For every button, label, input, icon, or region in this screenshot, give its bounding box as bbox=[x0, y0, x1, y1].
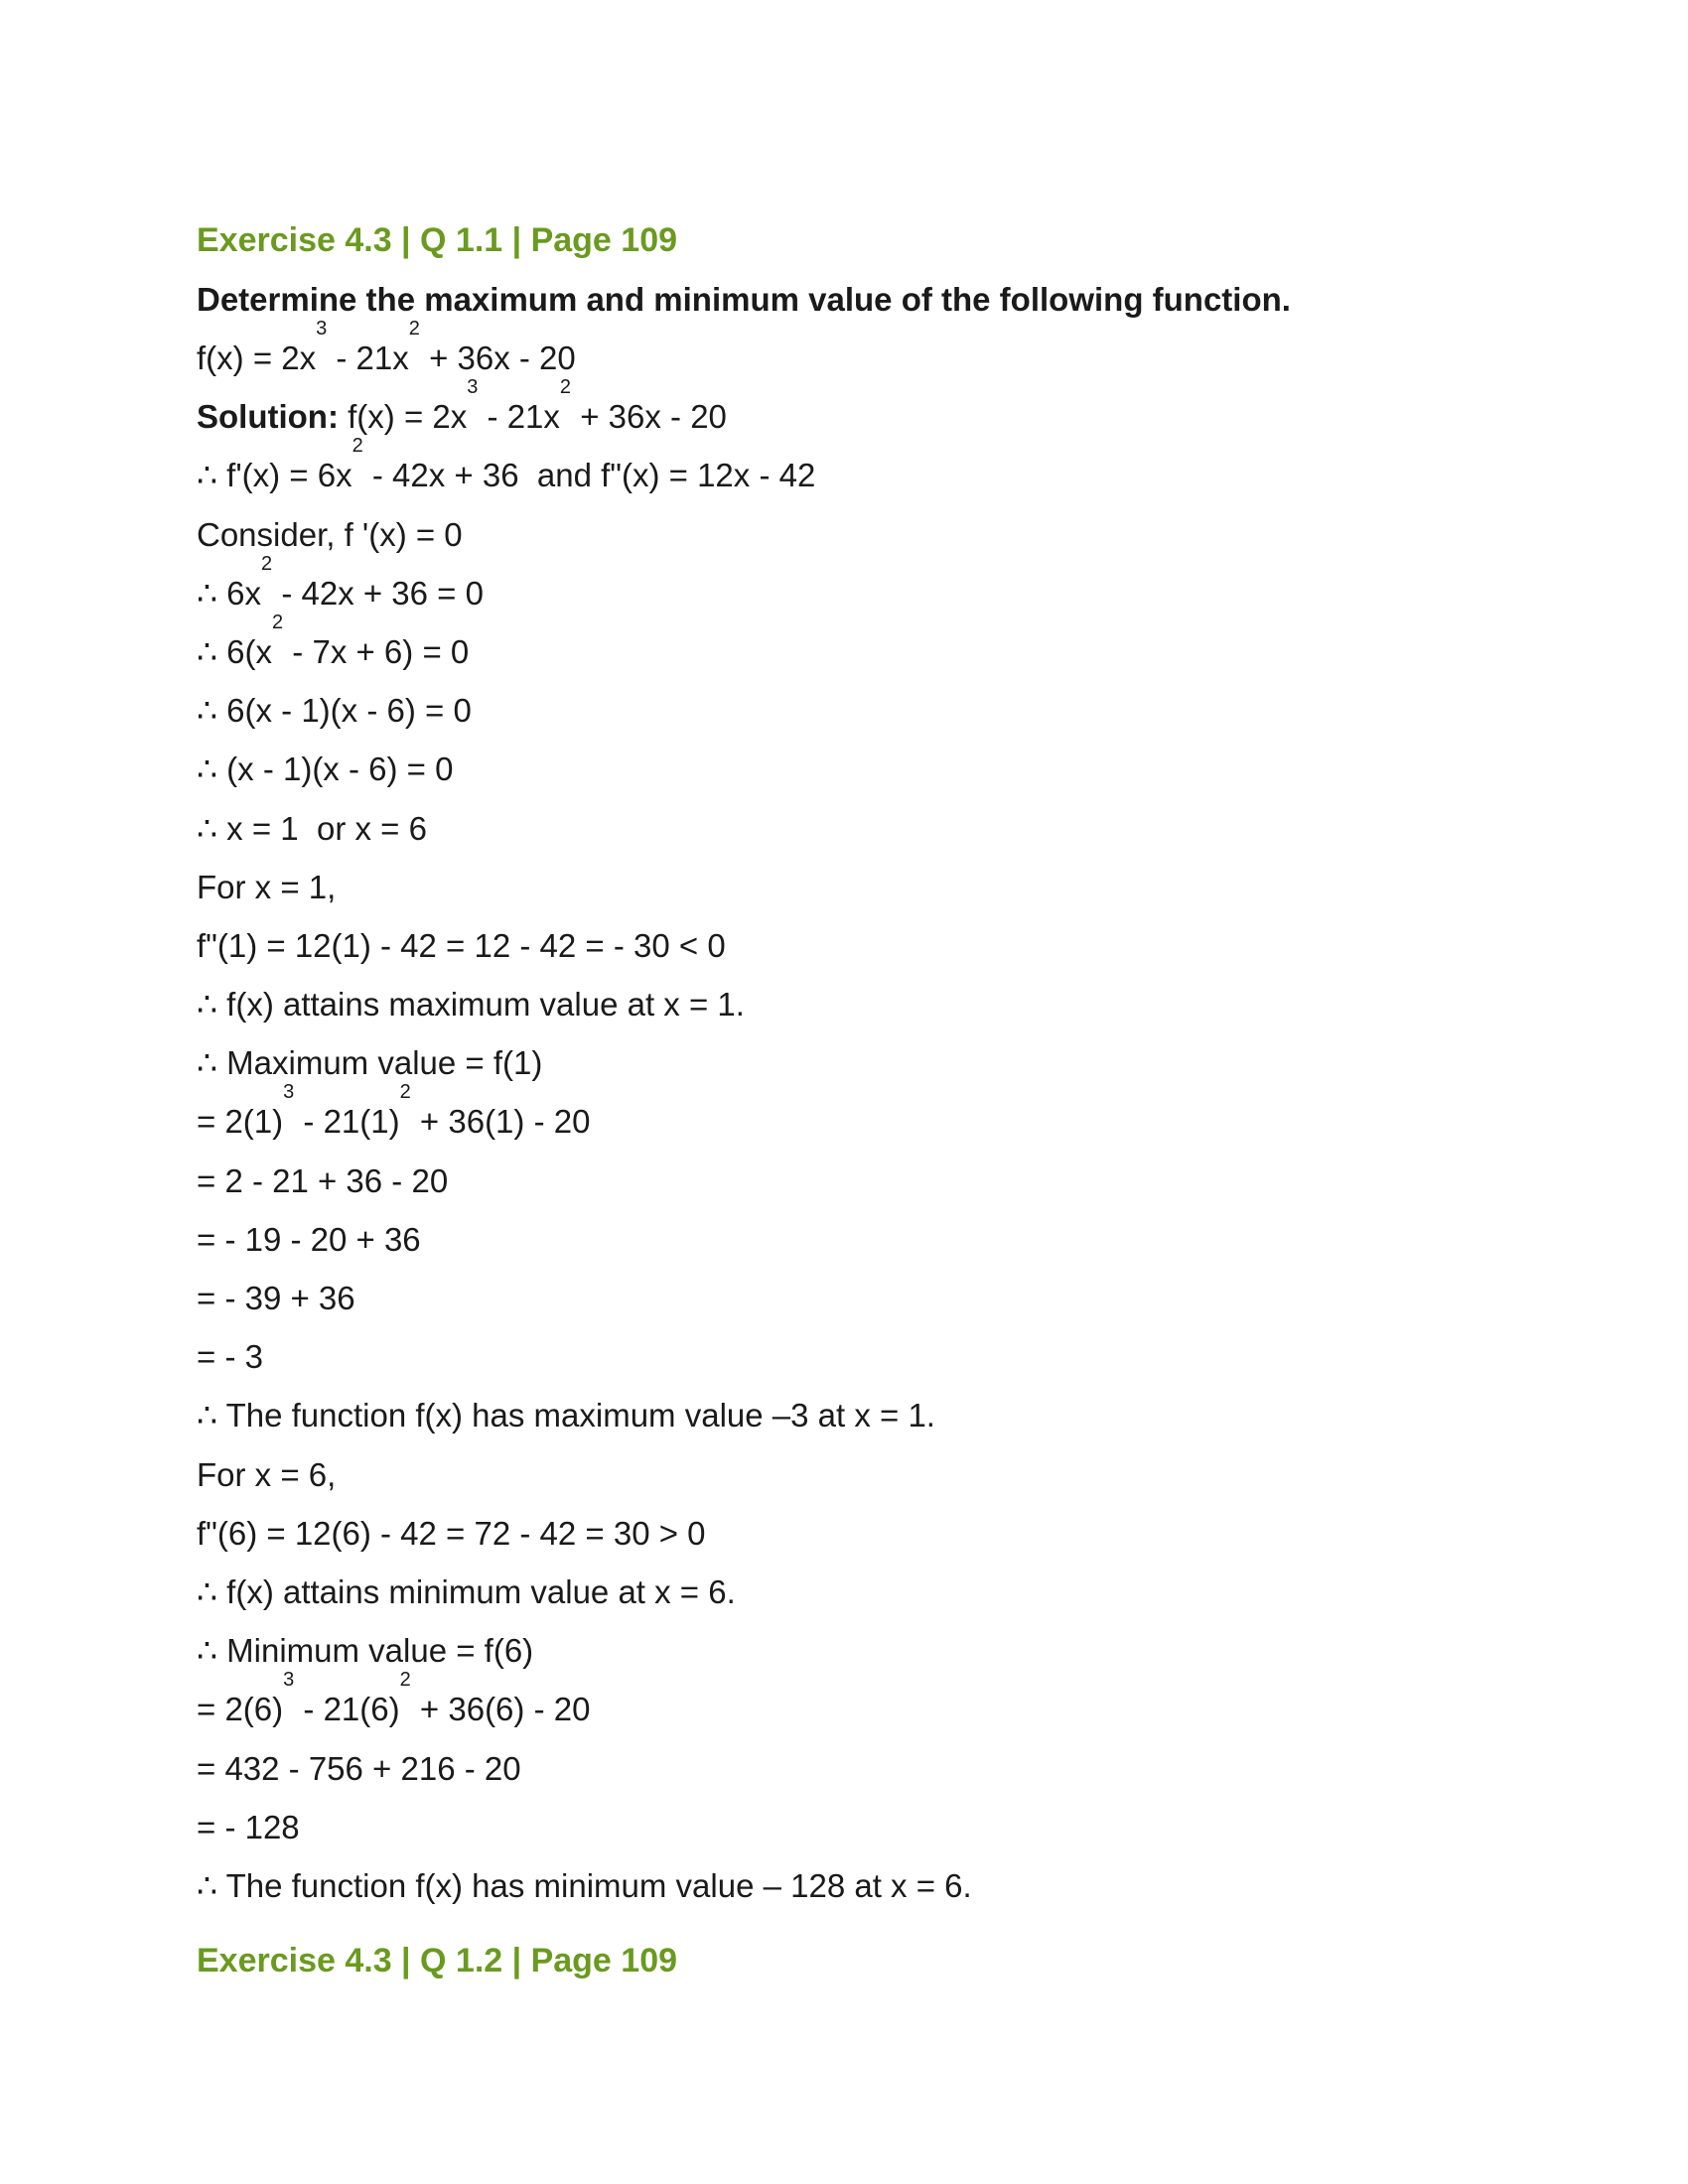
solution-line bbox=[197, 505, 1537, 564]
text-run: f(x) = 2x bbox=[197, 340, 317, 376]
text-run: ∴ 6(x bbox=[197, 632, 273, 670]
superscript: 2 bbox=[408, 318, 420, 340]
solution-line bbox=[197, 1210, 1537, 1269]
text-run: = 2(6) bbox=[197, 1691, 284, 1728]
text-run: - 21(1) bbox=[294, 1103, 400, 1141]
text-run: ∴ f(x) attains maximum value at x = 1. bbox=[197, 986, 745, 1024]
exercise-heading-q1-1: Exercise 4.3 | Q 1.1 | Page 109 bbox=[197, 221, 678, 259]
superscript: 2 bbox=[559, 376, 572, 399]
solution-line bbox=[197, 975, 1537, 1033]
spacer bbox=[197, 1915, 1537, 1931]
text-run: = - 128 bbox=[197, 1808, 300, 1845]
solution-line bbox=[197, 552, 1537, 622]
solution-line bbox=[197, 1621, 1537, 1680]
solution-label: Solution: bbox=[197, 398, 339, 436]
solution-line bbox=[197, 1856, 1537, 1915]
solution-line bbox=[197, 1269, 1537, 1327]
text-run: f"(1) = 12(1) - 42 = 12 - 42 = - 30 < 0 bbox=[197, 926, 726, 964]
text-run: = 432 - 756 + 216 - 20 bbox=[197, 1749, 521, 1787]
solution-line bbox=[197, 858, 1537, 916]
text-run: - 42x + 36 and f"(x) = 12x - 42 bbox=[362, 457, 816, 494]
text-run: + 36(6) - 20 bbox=[410, 1691, 591, 1728]
text-run: = - 39 + 36 bbox=[197, 1280, 355, 1316]
text-run: - 21x bbox=[478, 398, 560, 436]
superscript: 2 bbox=[399, 1669, 411, 1692]
solution-line bbox=[197, 1563, 1537, 1621]
text-run: = - 3 bbox=[197, 1338, 263, 1376]
solution-line bbox=[197, 435, 1537, 504]
text-run: = 2 - 21 + 36 - 20 bbox=[197, 1161, 449, 1199]
solution-line bbox=[197, 1081, 1537, 1151]
text-run: ∴ 6x bbox=[197, 574, 262, 612]
text-run: - 7x + 6) = 0 bbox=[283, 632, 470, 670]
text-run: - 21x bbox=[327, 340, 409, 376]
text-run: ∴ The function f(x) has minimum value – 128 at x = 6. bbox=[197, 1866, 972, 1904]
text-run: f(x) = 2x bbox=[338, 398, 468, 436]
text-run: + 36x - 20 bbox=[419, 340, 576, 376]
text-run: ∴ 6(x - 1)(x - 6) = 0 bbox=[197, 692, 472, 730]
solution-block bbox=[197, 376, 1537, 1915]
text-run: ∴ f(x) attains minimum value at x = 6. bbox=[197, 1572, 736, 1610]
function-line bbox=[197, 318, 1537, 387]
superscript: 3 bbox=[467, 376, 479, 399]
question-text: Determine the maximum and minimum value of the following function. bbox=[197, 281, 1291, 318]
solution-line bbox=[197, 376, 1537, 446]
solution-line bbox=[197, 1669, 1537, 1738]
superscript: 2 bbox=[272, 611, 284, 633]
solution-line bbox=[197, 681, 1537, 740]
superscript: 3 bbox=[283, 1081, 295, 1104]
text-run: For x = 6, bbox=[197, 1455, 337, 1493]
document-page bbox=[197, 210, 1537, 1990]
exercise-heading-q1-2: Exercise 4.3 | Q 1.2 | Page 109 bbox=[197, 1942, 678, 1980]
solution-line bbox=[197, 1386, 1537, 1444]
solution-line bbox=[197, 1152, 1537, 1210]
text-run: Consider, f '(x) = 0 bbox=[197, 515, 463, 553]
text-run: = 2(1) bbox=[197, 1103, 284, 1141]
text-run: ∴ (x - 1)(x - 6) = 0 bbox=[197, 751, 454, 788]
solution-line bbox=[197, 1798, 1537, 1856]
superscript: 2 bbox=[399, 1081, 411, 1104]
superscript: 3 bbox=[316, 318, 328, 340]
text-run: f"(6) = 12(6) - 42 = 72 - 42 = 30 > 0 bbox=[197, 1514, 706, 1552]
superscript: 2 bbox=[352, 435, 363, 458]
solution-line bbox=[197, 1445, 1537, 1504]
text-run: = - 19 - 20 + 36 bbox=[197, 1220, 421, 1258]
text-run: - 42x + 36 = 0 bbox=[272, 574, 484, 612]
text-run: + 36(1) - 20 bbox=[410, 1103, 591, 1141]
solution-line bbox=[197, 611, 1537, 681]
solution-line bbox=[197, 1504, 1537, 1563]
solution-line bbox=[197, 1739, 1537, 1798]
superscript: 3 bbox=[283, 1669, 295, 1692]
text-run: - 21(6) bbox=[294, 1691, 400, 1728]
text-run: + 36x - 20 bbox=[571, 398, 727, 436]
text-run: ∴ Maximum value = f(1) bbox=[197, 1044, 543, 1082]
text-run: For x = 1, bbox=[197, 868, 337, 905]
text-run: ∴ Minimum value = f(6) bbox=[197, 1632, 534, 1670]
solution-line bbox=[197, 740, 1537, 798]
text-run: ∴ The function f(x) has maximum value –3 at x = 1. bbox=[197, 1397, 935, 1434]
solution-line bbox=[197, 916, 1537, 975]
solution-line bbox=[197, 1327, 1537, 1386]
solution-line bbox=[197, 1033, 1537, 1092]
superscript: 2 bbox=[261, 552, 273, 575]
solution-line bbox=[197, 799, 1537, 858]
text-run: ∴ f'(x) = 6x bbox=[197, 457, 352, 494]
text-run: ∴ x = 1 or x = 6 bbox=[197, 809, 427, 847]
